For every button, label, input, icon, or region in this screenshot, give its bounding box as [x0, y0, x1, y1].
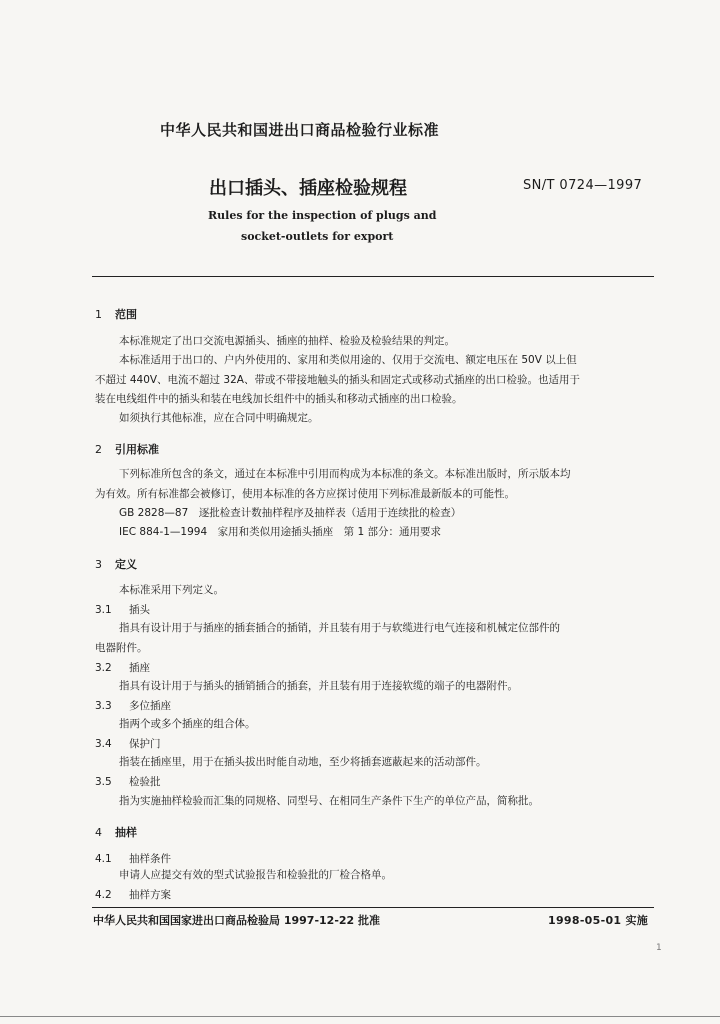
issuing-body-heading: 中华人民共和国进出口商品检验行业标准 — [160, 121, 440, 139]
definition-text: 指为实施抽样检验而汇集的同规格、同型号、在相同生产条件下生产的单位产品，简称批。 — [119, 795, 539, 807]
paragraph: 本标准规定了出口交流电源插头、插座的抽样、检验及检验结果的判定。 — [119, 335, 455, 347]
paragraph: 本标准采用下列定义。 — [119, 584, 224, 596]
clause-number: 3.1 — [95, 604, 112, 616]
definition-heading — [95, 602, 150, 617]
footer-divider — [92, 907, 654, 908]
clause-number: 3.4 — [95, 738, 112, 750]
definition-text-line: 电器附件。 — [95, 642, 148, 654]
definition-term: 多位插座 — [129, 700, 171, 712]
definition-heading — [95, 660, 150, 675]
section-number: 1 — [95, 308, 102, 321]
definition-text: 指两个或多个插座的组合体。 — [119, 718, 256, 730]
clause-number: 3.3 — [95, 700, 112, 712]
clause-number: 3.5 — [95, 776, 112, 788]
paragraph: 如须执行其他标准，应在合同中明确规定。 — [119, 412, 319, 424]
clause-term: 抽样条件 — [129, 853, 171, 865]
section-number: 4 — [95, 826, 102, 839]
section-number: 2 — [95, 443, 102, 456]
section-heading-references — [95, 441, 159, 457]
paragraph-line: 下列标准所包含的条文，通过在本标准中引用而构成为本标准的条文。本标准出版时，所示版本均 — [119, 468, 571, 480]
definition-text: 指具有设计用于与插头的插销插合的插套，并且装有用于连接软缆的端子的电器附件。 — [119, 680, 518, 692]
paragraph-line: 不超过 440V、电流不超过 32A、带或不带接地触头的插头和固定式或移动式插座的出口检验。也适用于 — [95, 374, 580, 386]
document-title-en-line1: Rules for the inspection of plugs and — [208, 209, 437, 222]
paragraph-line: 本标准适用于出口的、户内外使用的、家用和类似用途的、仅用于交流电、额定电压在 50V 以上但 — [119, 354, 577, 366]
section-number: 3 — [95, 558, 102, 571]
definition-term: 检验批 — [129, 776, 161, 788]
section-heading-definitions — [95, 556, 137, 572]
section-heading-scope — [95, 306, 137, 322]
effective-date: 1998-05-01 实施 — [548, 914, 649, 927]
definition-term: 保护门 — [129, 738, 161, 750]
paragraph-line: 为有效。所有标准都会被修订，使用本标准的各方应探讨使用下列标准最新版本的可能性。 — [95, 488, 515, 500]
definition-heading — [95, 736, 161, 751]
section-heading-sampling — [95, 824, 137, 840]
section-title: 范围 — [115, 308, 137, 321]
definition-heading — [95, 698, 171, 713]
definition-term: 插头 — [129, 604, 150, 616]
section-title: 引用标准 — [115, 443, 159, 456]
clause-term: 抽样方案 — [129, 889, 171, 901]
clause-heading — [95, 887, 171, 902]
definition-text-line: 指具有设计用于与插座的插套插合的插销，并且装有用于与软缆进行电气连接和机械定位部件的 — [119, 622, 560, 634]
page-mark: 1 — [656, 943, 662, 953]
approval-statement: 中华人民共和国国家进出口商品检验局 1997-12-22 批准 — [93, 914, 381, 927]
clause-number: 3.2 — [95, 662, 112, 674]
definition-term: 插座 — [129, 662, 150, 674]
clause-text: 申请人应提交有效的型式试验报告和检验批的厂检合格单。 — [119, 869, 392, 881]
reference-item: GB 2828—87 逐批检查计数抽样程序及抽样表（适用于连续批的检查） — [119, 507, 462, 519]
standard-code: SN/T 0724—1997 — [523, 178, 643, 193]
page-edge-line — [0, 1016, 720, 1017]
document-title-en-line2: socket-outlets for export — [241, 230, 394, 243]
section-title: 抽样 — [115, 826, 137, 839]
clause-heading — [95, 851, 171, 866]
header-divider — [92, 276, 654, 277]
reference-item: IEC 884-1—1994 家用和类似用途插头插座 第 1 部分：通用要求 — [119, 526, 441, 538]
definition-text: 指装在插座里，用于在插头拔出时能自动地，至少将插套遮蔽起来的活动部件。 — [119, 756, 487, 768]
definition-heading — [95, 774, 161, 789]
clause-number: 4.2 — [95, 889, 112, 901]
section-title: 定义 — [115, 558, 137, 571]
clause-number: 4.1 — [95, 853, 112, 865]
paragraph-line: 装在电线组件中的插头和装在电线加长组件中的插头和移动式插座的出口检验。 — [95, 393, 463, 405]
document-title-cn: 出口插头、插座检验规程 — [209, 178, 407, 199]
